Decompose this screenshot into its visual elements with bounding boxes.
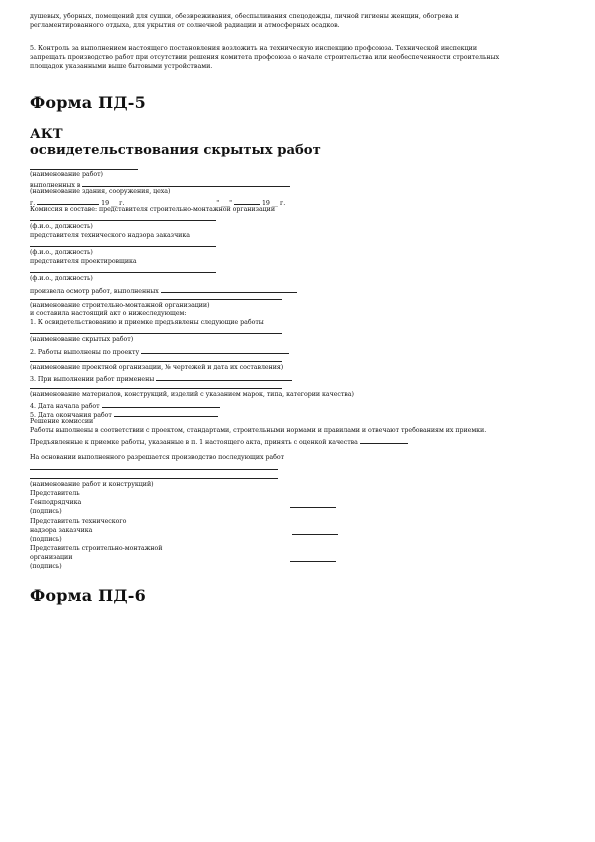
- rule-project-org: [30, 361, 282, 362]
- label-designer: представителя проектировщика: [30, 258, 137, 265]
- field-quality: [30, 437, 408, 446]
- label-item-1: 1. К освидетельствованию и приемке предъявлены следующие работы: [30, 319, 264, 326]
- caption-building-name: (наименование здания, сооружения, цеха): [30, 188, 171, 195]
- label-compiled: и составила настоящий акт о нижеследующем:: [30, 310, 187, 317]
- label-commission: Комиссия в составе: представителя строительно-монтажной организации: [30, 206, 275, 213]
- intro-para1-line2: регламентированного отдыха, для укрытия от солнечной радиации и атмосферных осадков.: [30, 22, 340, 29]
- input-inspection[interactable]: [161, 286, 297, 293]
- rule-tech-supervision: [30, 246, 216, 247]
- input-month[interactable]: [234, 198, 260, 205]
- intro-paragraph-2: [30, 44, 499, 71]
- caption-signature-1: (подпись): [30, 508, 62, 515]
- label-item-3: 3. При выполнении работ применены: [30, 376, 155, 383]
- label-item-5: 5. Дата окончания работ: [30, 412, 112, 419]
- field-inspection: [30, 286, 297, 295]
- label-construction-rep: Представитель строительно-монтажной: [30, 545, 163, 552]
- label-year-1: 19 __ г.: [101, 200, 125, 207]
- label-accept-quality: Предъявленные к приемке работы, указанные в п. 1 настоящего акта, принять с оценкой качества: [30, 439, 358, 446]
- label-item-4: 4. Дата начала работ: [30, 403, 100, 410]
- rule-contractor-rep: [30, 220, 216, 221]
- intro-para2-line3: площадок указанными выше бытовыми устройствами.: [30, 63, 213, 70]
- label-customer-supervision: надзора заказчика: [30, 527, 93, 534]
- caption-signature-2: (подпись): [30, 536, 62, 543]
- signature-line-general-contractor[interactable]: [290, 507, 336, 508]
- caption-project-org: (наименование проектной организации, № чертежей и дата их составления): [30, 364, 284, 371]
- act-title-line2: освидетельствования скрытых работ: [30, 143, 321, 158]
- label-tech-supervision: представителя технического надзора заказчика: [30, 232, 190, 239]
- label-item-2: 2. Работы выполнены по проекту: [30, 349, 140, 356]
- caption-organization: (наименование строительно-монтажной организации): [30, 302, 210, 309]
- label-city: г.: [30, 200, 36, 207]
- label-organization: организации: [30, 554, 73, 561]
- rule-next-works-1: [30, 469, 278, 470]
- rule-designer: [30, 272, 216, 273]
- caption-works-name: (наименование работ): [30, 171, 103, 178]
- form-pd5-heading: Форма ПД-5: [30, 93, 146, 112]
- caption-fio-2: (ф.и.о., должность): [30, 249, 93, 256]
- field-project: [30, 347, 289, 356]
- input-executed-in[interactable]: [82, 180, 290, 187]
- text-compliance: Работы выполнены в соответствии с проектом, стандартами, строительными нормами и правилами и отвечают требованиям их приемки.: [30, 427, 487, 434]
- label-general-contractor: Генподрядчика: [30, 499, 82, 506]
- label-representative: Представитель: [30, 490, 80, 497]
- caption-fio-1: (ф.и.о., должность): [30, 223, 93, 230]
- caption-signature-3: (подпись): [30, 563, 62, 570]
- caption-materials: (наименование материалов, конструкций, изделий с указанием марок, типа, категории качества): [30, 391, 354, 398]
- label-year-2: 19 __ г.: [261, 200, 286, 207]
- label-next-works: На основании выполненного разрешается производство последующих работ: [30, 454, 285, 461]
- label-tech-rep: Представитель технического: [30, 518, 127, 525]
- intro-para2-line2: запрещать производство работ при отсутствии решения комитета профсоюза о начале строительства или необеспеченности строительных: [30, 54, 500, 61]
- rule-next-works-2: [30, 478, 278, 479]
- rule-materials: [30, 388, 282, 389]
- intro-para2-line1: 5. Контроль за выполнением настоящего постановления возложить на техническую инспекцию профсоюза. Технической инспекции: [30, 45, 478, 52]
- input-city[interactable]: [37, 198, 99, 205]
- caption-hidden-works: (наименование скрытых работ): [30, 336, 134, 343]
- input-end-date[interactable]: [114, 410, 218, 417]
- input-start-date[interactable]: [102, 401, 220, 408]
- rule-organization: [30, 299, 282, 300]
- label-executed-in: выполненных в: [30, 182, 81, 189]
- signature-line-tech-supervision[interactable]: [292, 534, 338, 535]
- intro-para1-line1: душевых, уборных, помещений для сушки, обезвреживания, обеспыливания спецодежды, личной гигиены женщин, обогрева и: [30, 13, 459, 20]
- input-quality[interactable]: [360, 437, 408, 444]
- act-title-line1: АКТ: [30, 127, 63, 142]
- caption-fio-3: (ф.и.о., должность): [30, 275, 93, 282]
- field-materials: [30, 374, 292, 383]
- intro-paragraph-1: [30, 12, 459, 30]
- rule-works-name: [30, 169, 138, 170]
- label-day: " __ ": [216, 200, 233, 207]
- rule-hidden-works: [30, 333, 282, 334]
- signature-line-organization[interactable]: [290, 561, 336, 562]
- field-start-date: [30, 401, 220, 410]
- label-inspection: произвела осмотр работ, выполненных: [30, 288, 159, 295]
- input-materials[interactable]: [156, 374, 292, 381]
- label-decision: Решение комиссии: [30, 418, 94, 425]
- input-project[interactable]: [141, 347, 289, 354]
- form-pd6-heading: Форма ПД-6: [30, 586, 146, 605]
- caption-next-works: (наименование работ и конструкций): [30, 481, 154, 488]
